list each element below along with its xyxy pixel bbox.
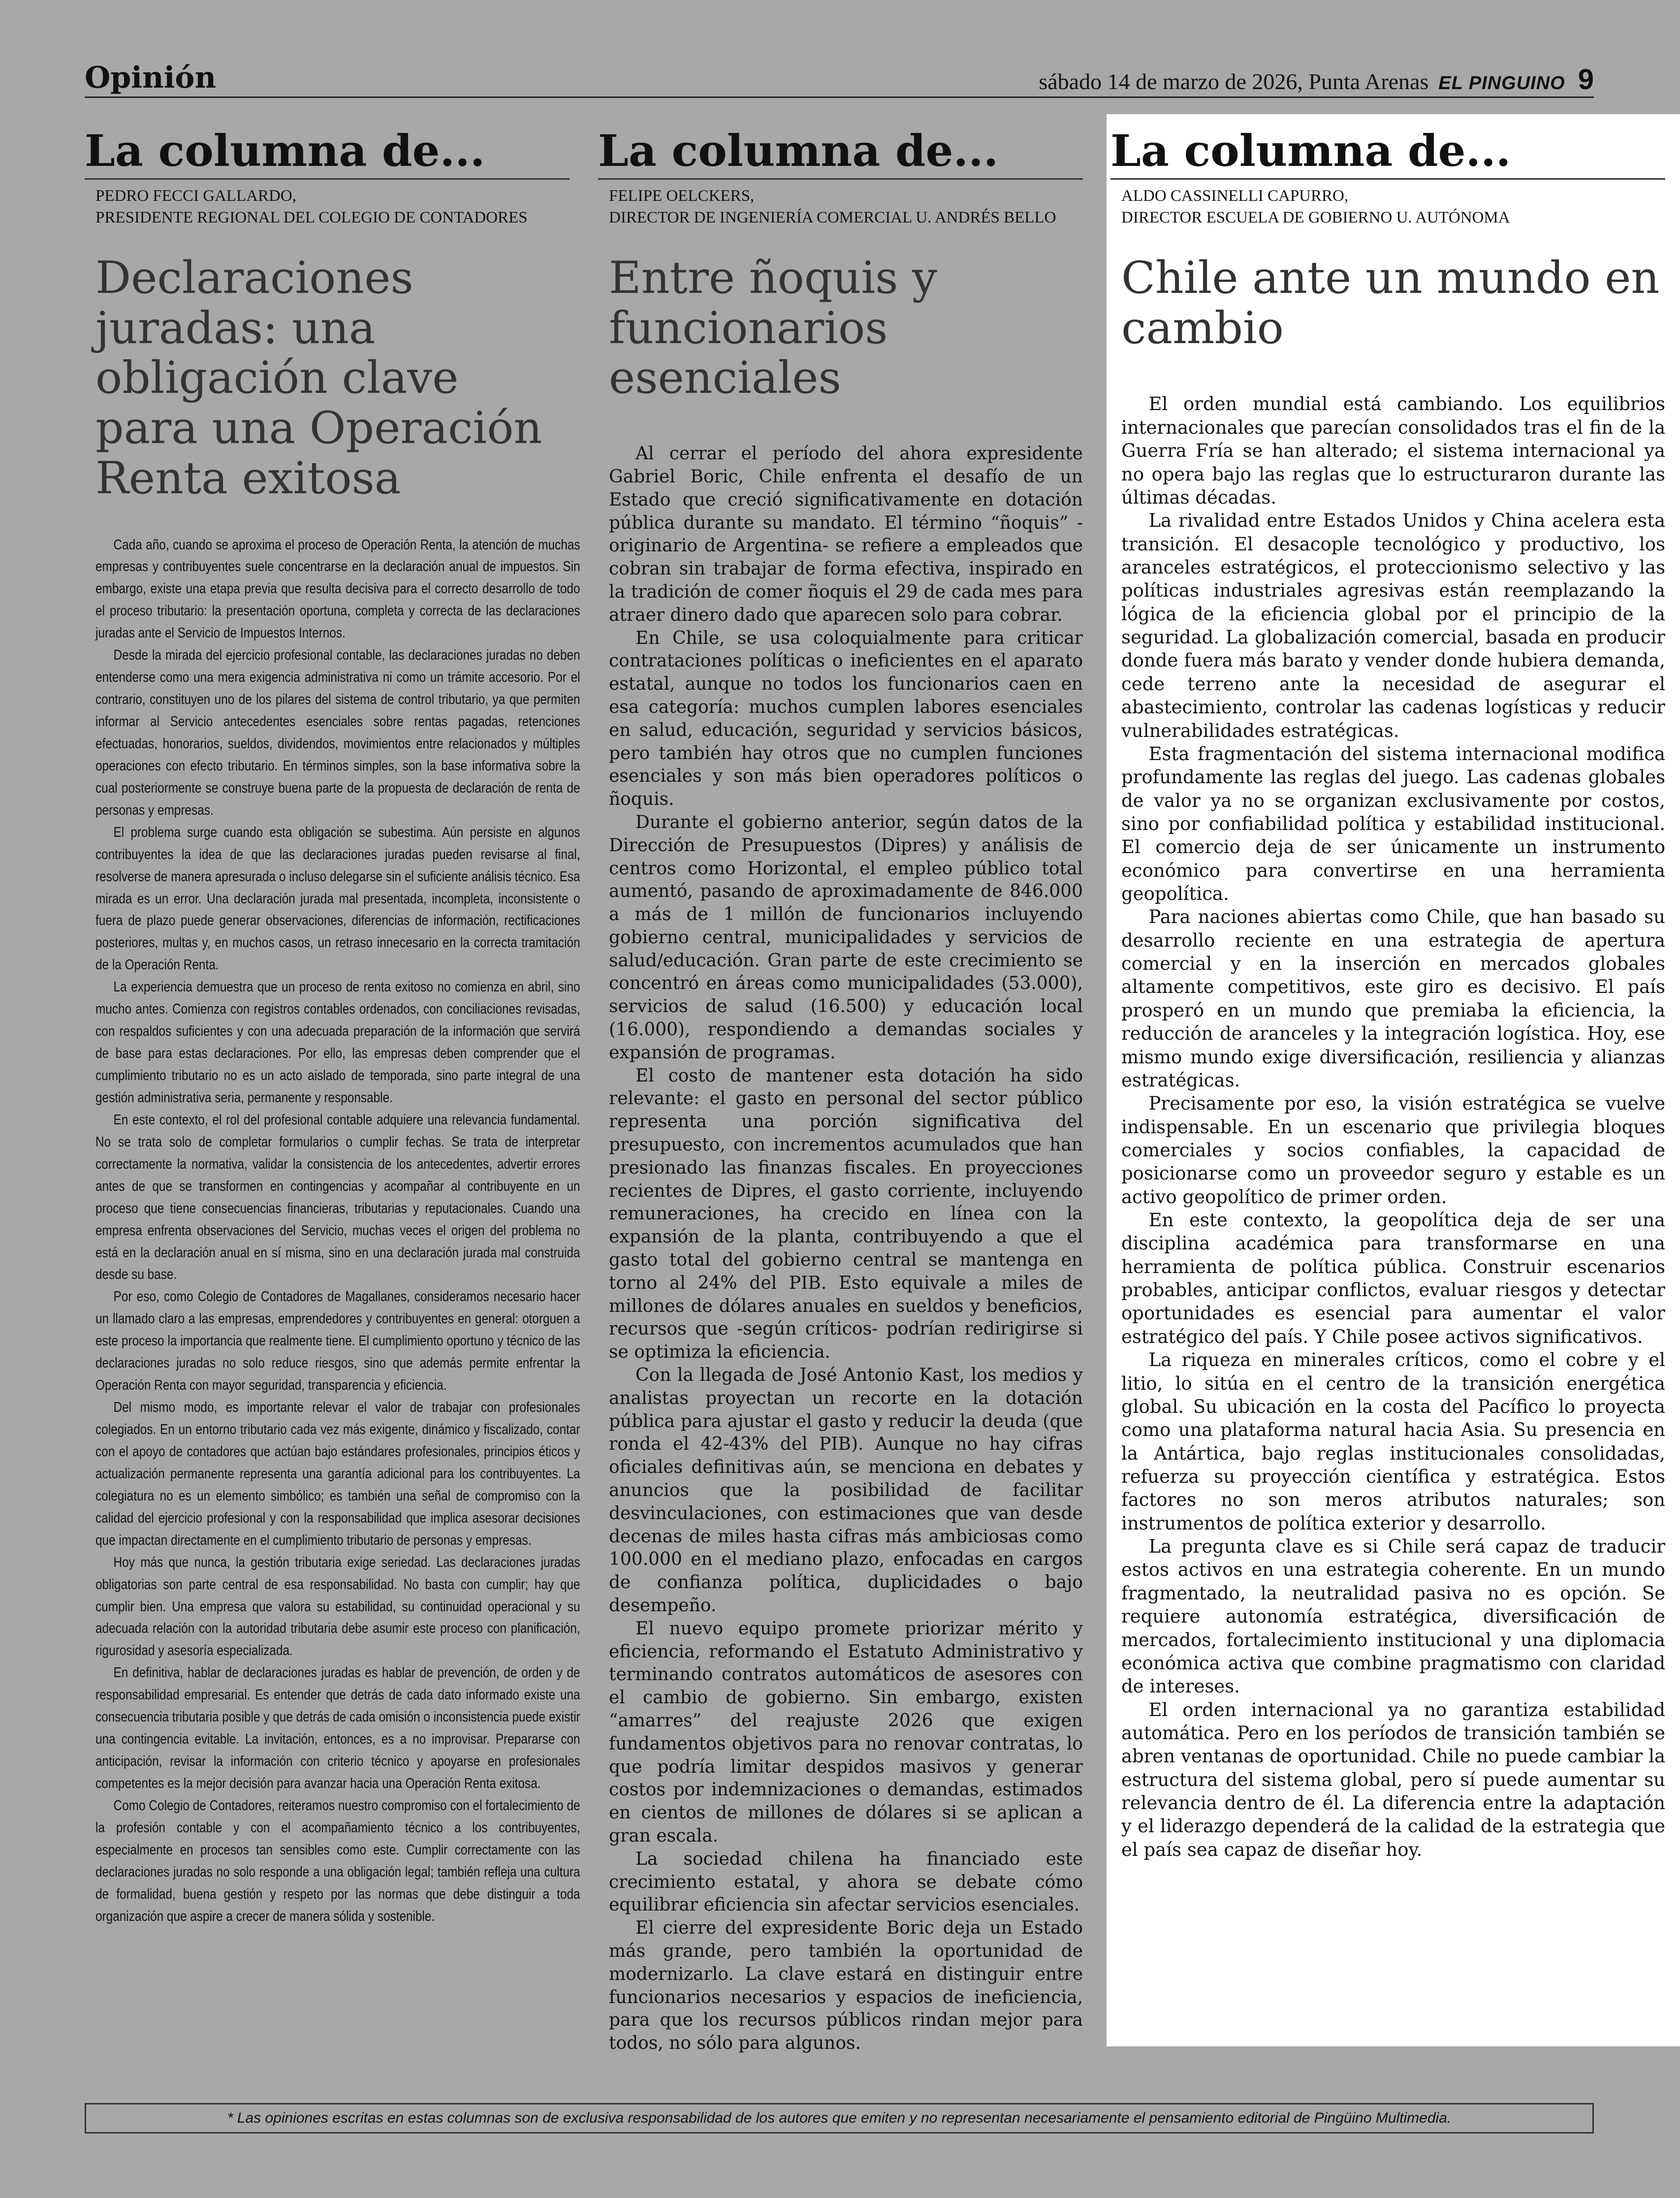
author-name: ALDO CASSINELLI CAPURRO, xyxy=(1121,187,1349,205)
paragraph: El costo de mantener esta dotación ha sido relevante: el gasto en personal del sector público representa una porción significativa del presupuesto, con incrementos acumulados que han presionado las finanzas fiscales. En proyecciones recientes de Dipres, el gasto corriente, incluyendo remuneraciones, ha crecido en línea con la expansión de la planta, contribuyendo a que el gasto total del gobierno central se mantenga en torno al 24% del PIB. Esto equivale a miles de millones de dólares anuales en sueldos y beneficios, recursos que -según críticos- podrían redirigirse si se optimiza la eficiencia. xyxy=(609,1065,1083,1363)
paragraph: Por eso, como Colegio de Contadores de Magallanes, consideramos necesario hacer un llamado claro a las empresas, emprendedores y contribuyentes en general: otorguen a este proceso la importancia que realmente tiene. El cumplimiento oportuno y técnico de las declaraciones juradas no solo reduce riesgos, sino que además permite enfrentar la Operación Renta con mayor seguridad, transparencia y eficiencia. xyxy=(95,1289,580,1394)
disclaimer-text: * Las opiniones escritas en estas columnas son de exclusiva responsabilidad de los autores que emiten y no representan necesariamente el pensamiento editorial de Pingüino Multimedia. xyxy=(227,2110,1452,2126)
article-headline: Entre ñoquis y funcionarios esenciales xyxy=(609,252,937,404)
header-divider xyxy=(85,96,1594,98)
paragraph: Esta fragmentación del sistema internacional modifica profundamente las reglas del juego. Las cadenas globales de valor ya no se organizan exclusivamente por costos, sino por confiabilidad política y estabilidad institucional. El comercio deja de ser únicamente un instrumento económico para convertirse en una herramienta geopolítica. xyxy=(1121,743,1665,905)
paragraph: Como Colegio de Contadores, reiteramos nuestro compromiso con el fortalecimiento de la profesión contable y con el acompañamiento técnico a los contribuyentes, especialmente en procesos tan sensibles como este. Cumplir correctamente con las declaraciones juradas no solo responde a una obligación legal; también refleja una cultura de formalidad, buena gestión y respeto por las normas que debe distinguir a toda organización que aspire a crecer de manera sólida y sostenible. xyxy=(95,1797,580,1924)
paragraph: El orden mundial está cambiando. Los equilibrios internacionales que parecían consolidados tras el fin de la Guerra Fría se han alterado; el sistema internacional ya no opera bajo las reglas que lo estructuraron durante las últimas décadas. xyxy=(1121,393,1665,508)
header-meta xyxy=(1039,63,1594,96)
paragraph: Para naciones abiertas como Chile, que han basado su desarrollo reciente en una estrategia de apertura comercial y en la inserción en mercados globales altamente competitivos, este giro es decisivo. El país prosperó en un mundo que premiaba la eficiencia, la reducción de aranceles y la integración logística. Hoy, ese mismo mundo exige diversificación, resiliencia y alianzas estratégicas. xyxy=(1121,906,1665,1091)
article-headline: Chile ante un mundo en cambio xyxy=(1121,252,1660,354)
article-body xyxy=(1121,392,1665,1861)
paragraph: La rivalidad entre Estados Unidos y China acelera esta transición. El desacople tecnológico y productivo, los aranceles estratégicos, el proteccionismo selectivo y las políticas industriales agresivas están reemplazando la lógica de la eficiencia global por el principio de la seguridad. La globalización comercial, basada en producir donde fuera más barato y vender donde hubiera demanda, cede terreno ante la necesidad de asegurar el abastecimiento, controlar las cadenas logísticas y reducir vulnerabilidades estratégicas. xyxy=(1121,510,1665,741)
article-headline: Declaraciones juradas: una obligación clave para una Operación Renta exitosa xyxy=(95,252,542,504)
column-3 xyxy=(1107,114,1680,2046)
paragraph: La sociedad chilena ha financiado este crecimiento estatal, y ahora se debate cómo equilibrar eficiencia sin afectar servicios esenciales. xyxy=(609,1848,1083,1915)
paragraph: El nuevo equipo promete priorizar mérito y eficiencia, reformando el Estatuto Administrativo y terminando contratos automáticos de asesores con el cambio de gobierno. Sin embargo, existen “amarres” del reajuste 2026 que exigen fundamentos objetivos para no renovar contratas, lo que podría limitar despidos masivos y generar costos por indemnizaciones o demandas, estimados en cientos de millones de dólares si se aplican a gran escala. xyxy=(609,1618,1083,1846)
paragraph: Del mismo modo, es importante relevar el valor de trabajar con profesionales colegiados. En un entorno tributario cada vez más exigente, dinámico y fiscalizado, contar con el apoyo de contadores que actúan bajo estándares profesionales, principios éticos y actualización permanente representa una garantía adicional para los contribuyentes. La colegiatura no es un elemento simbólico; es también una señal de compromiso con la calidad del ejercicio profesional y con la responsabilidad que implica asesorar decisiones que impactan directamente en el cumplimiento tributario de personas y empresas. xyxy=(95,1400,580,1548)
section-title: Opinión xyxy=(85,61,217,95)
paragraph: El cierre del expresidente Boric deja un Estado más grande, pero también la oportunidad de modernizarlo. La clave estará en distinguir entre funcionarios necesarios y espacios de ineficiencia, para que los recursos públicos rindan mejor para todos, no sólo para algunos. xyxy=(609,1918,1083,2054)
author-name: FELIPE OELCKERS, xyxy=(609,187,755,205)
paragraph: Con la llegada de José Antonio Kast, los medios y analistas proyectan un recorte en la dotación pública para ajustar el gasto y reducir la deuda (que ronda el 42-43% del PIB). Aunque no hay cifras oficiales definitivas aún, se menciona en debates y anuncios que la posibilidad de facilitar desvinculaciones, con estimaciones que van desde decenas de miles hasta cifras más ambiciosas como 100.000 en el mediano plazo, enfocadas en cargos de confianza política, duplicidades o bajo desempeño. xyxy=(609,1365,1083,1616)
column-1 xyxy=(85,125,580,2078)
author-name: PEDRO FECCI GALLARDO, xyxy=(95,187,296,205)
author-byline xyxy=(1121,186,1665,228)
paragraph: Al cerrar el período del ahora expresidente Gabriel Boric, Chile enfrenta el desafío de un Estado que creció significativamente en dotación pública durante su mandato. El término “ñoquis” -originario de Argentina- se refiere a empleados que cobran sin trabajar de forma efectiva, inspirado en la tradición de comer ñoquis el 29 de cada mes para atraer dinero dado que aparecen solo para cobrar. xyxy=(609,444,1083,625)
column-title: La columna de... xyxy=(85,129,570,180)
page-number: 9 xyxy=(1578,64,1594,96)
paragraph: En este contexto, la geopolítica deja de ser una disciplina académica para transformarse en una herramienta de política pública. Construir escenarios probables, anticipar conflictos, evaluar riesgos y detectar oportunidades es esencial para aumentar el valor estratégico del país. Y Chile posee activos significativos. xyxy=(1121,1210,1665,1347)
article-body xyxy=(609,443,1083,2055)
column-2 xyxy=(598,125,1083,2078)
author-position: DIRECTOR DE INGENIERÍA COMERCIAL U. ANDRÉS BELLO xyxy=(609,208,1056,226)
disclaimer-box xyxy=(85,2103,1594,2134)
author-byline xyxy=(95,186,570,228)
paragraph: Desde la mirada del ejercicio profesional contable, las declaraciones juradas no deben entenderse como una mera exigencia administrativa ni como un trámite accesorio. Por el contrario, constituyen uno de los pilares del sistema de control tributario, ya que permiten informar al Servicio antecedentes esenciales sobre rentas pagadas, retenciones efectuadas, honorarios, sueldos, dividendos, movimientos entre relacionados y múltiples operaciones con efecto tributario. En términos simples, son la base informativa sobre la cual posteriormente se construye buena parte de la propuesta de declaración de renta de personas y empresas. xyxy=(95,647,580,818)
column-title: La columna de... xyxy=(1110,129,1665,180)
paragraph: En Chile, se usa coloquialmente para criticar contrataciones políticas o ineficientes en el aparato estatal, aunque no todos los funcionarios caen en esa categoría: muchos cumplen labores esenciales en salud, educación, seguridad y servicios básicos, pero también hay otros que no cumplen funciones esenciales y son más bien operadores políticos o ñoquis. xyxy=(609,628,1083,810)
date-place: sábado 14 de marzo de 2026, Punta Arenas xyxy=(1039,69,1429,94)
paragraph: El orden internacional ya no garantiza estabilidad automática. Pero en los períodos de transición también se abren ventanas de oportunidad. Chile no puede cambiar la estructura del sistema global, pero sí puede aumentar su relevancia dentro de él. La diferencia entre la adaptación y el liderazgo dependerá de la calidad de la estrategia que el país sea capaz de diseñar hoy. xyxy=(1121,1699,1665,1860)
paragraph: Durante el gobierno anterior, según datos de la Dirección de Presupuestos (Dipres) y análisis de centros como Horizontal, el empleo público total aumentó, pasando de aproximadamente de 846.000 a más de 1 millón de funcionarios incluyendo gobierno central, municipalidades y servicios de salud/educación. Gran parte de este crecimiento se concentró en áreas como municipalidades (53.000), servicios de salud (16.500) y educación local (16.000), respondiendo a demandas sociales y expansión de programas. xyxy=(609,812,1083,1063)
paragraph: Hoy más que nunca, la gestión tributaria exige seriedad. Las declaraciones juradas obligatorias son parte central de esa responsabilidad. No basta con cumplir; hay que cumplir bien. Una empresa que valora su estabilidad, su continuidad operacional y su adecuada relación con la autoridad tributaria debe asumir este proceso con planificación, rigurosidad y asesoría especializada. xyxy=(95,1554,580,1659)
paragraph: En definitiva, hablar de declaraciones juradas es hablar de prevención, de orden y de responsabilidad empresarial. Es entender que detrás de cada dato informado existe una consecuencia tributaria posible y que detrás de cada omisión o inconsistencia puede existir una contingencia evitable. La invitación, entonces, es a no improvisar. Prepararse con anticipación, revisar la información con criterio técnico y apoyarse en profesionales competentes es la mejor decisión para avanzar hacia una Operación Renta exitosa. xyxy=(95,1665,580,1792)
paragraph: La pregunta clave es si Chile será capaz de traducir estos activos en una estrategia coherente. En un mundo fragmentado, la neutralidad pasiva no es opción. Se requiere autonomía estratégica, diversificación de mercados, fortalecimiento institucional y una diplomacia económica activa que combine pragmatismo con claridad de intereses. xyxy=(1121,1536,1665,1697)
paragraph: La riqueza en minerales críticos, como el cobre y el litio, lo sitúa en el centro de la transición energética global. Su ubicación en la costa del Pacífico lo proyecta como una plataforma natural hacia Asia. Su presencia en la Antártica, bajo reglas institucionales consolidadas, refuerza su proyección científica y estratégica. Estos factores no son meros atributos naturales; son instrumentos de política exterior y desarrollo. xyxy=(1121,1349,1665,1534)
author-byline xyxy=(609,186,1083,228)
paragraph: La experiencia demuestra que un proceso de renta exitoso no comienza en abril, sino mucho antes. Comienza con registros contables ordenados, con conciliaciones revisadas, con respaldos suficientes y con una adecuada preparación de la información que servirá de base para estas declaraciones. Por ello, las empresas deben comprender que el cumplimiento tributario no es un acto aislado de temporada, sino parte integral de una gestión administrativa seria, permanente y responsable. xyxy=(95,979,580,1106)
paragraph: Precisamente por eso, la visión estratégica se vuelve indispensable. En un escenario que privilegia bloques comerciales y socios confiables, la capacidad de posicionarse como un proveedor seguro y estable es un activo geopolítico de primer orden. xyxy=(1121,1093,1665,1208)
paragraph: El problema surge cuando esta obligación se subestima. Aún persiste en algunos contribuyentes la idea de que las declaraciones juradas pueden revisarse al final, resolverse de manera apresurada o incluso delegarse sin el suficiente análisis técnico. Esa mirada es un error. Una declaración jurada mal presentada, incompleta, inconsistente o fuera de plazo puede generar observaciones, diferencias de información, rectificaciones posteriores, multas y, en muchos casos, un retraso innecesario en la correcta tramitación de la Operación Renta. xyxy=(95,824,580,973)
author-position: PRESIDENTE REGIONAL DEL COLEGIO DE CONTADORES xyxy=(95,208,528,226)
article-body xyxy=(95,534,580,1928)
author-position: DIRECTOR ESCUELA DE GOBIERNO U. AUTÓNOMA xyxy=(1121,208,1510,226)
newspaper-logo: EL PINGUINO xyxy=(1438,73,1565,94)
paragraph: En este contexto, el rol del profesional contable adquiere una relevancia fundamental. No se trata solo de completar formularios o cumplir fechas. Se trata de interpretar correctamente la normativa, validar la consistencia de los antecedentes, advertir errores antes de que se transformen en contingencias y acompañar al contribuyente en un proceso que tiene consecuencias financieras, tributarias y reputacionales. Cuando una empresa enfrenta observaciones del Servicio, muchas veces el origen del problema no está en la declaración anual en sí misma, sino en una declaración jurada mal construida desde su base. xyxy=(95,1112,580,1283)
column-title: La columna de... xyxy=(598,129,1083,180)
paragraph: Cada año, cuando se aproxima el proceso de Operación Renta, la atención de muchas empresas y contribuyentes suele concentrarse en la declaración anual de impuestos. Sin embargo, existe una etapa previa que resulta decisiva para el correcto desarrollo de todo el proceso tributario: la presentación oportuna, completa y correcta de las declaraciones juradas ante el Servicio de Impuestos Internos. xyxy=(95,537,580,641)
